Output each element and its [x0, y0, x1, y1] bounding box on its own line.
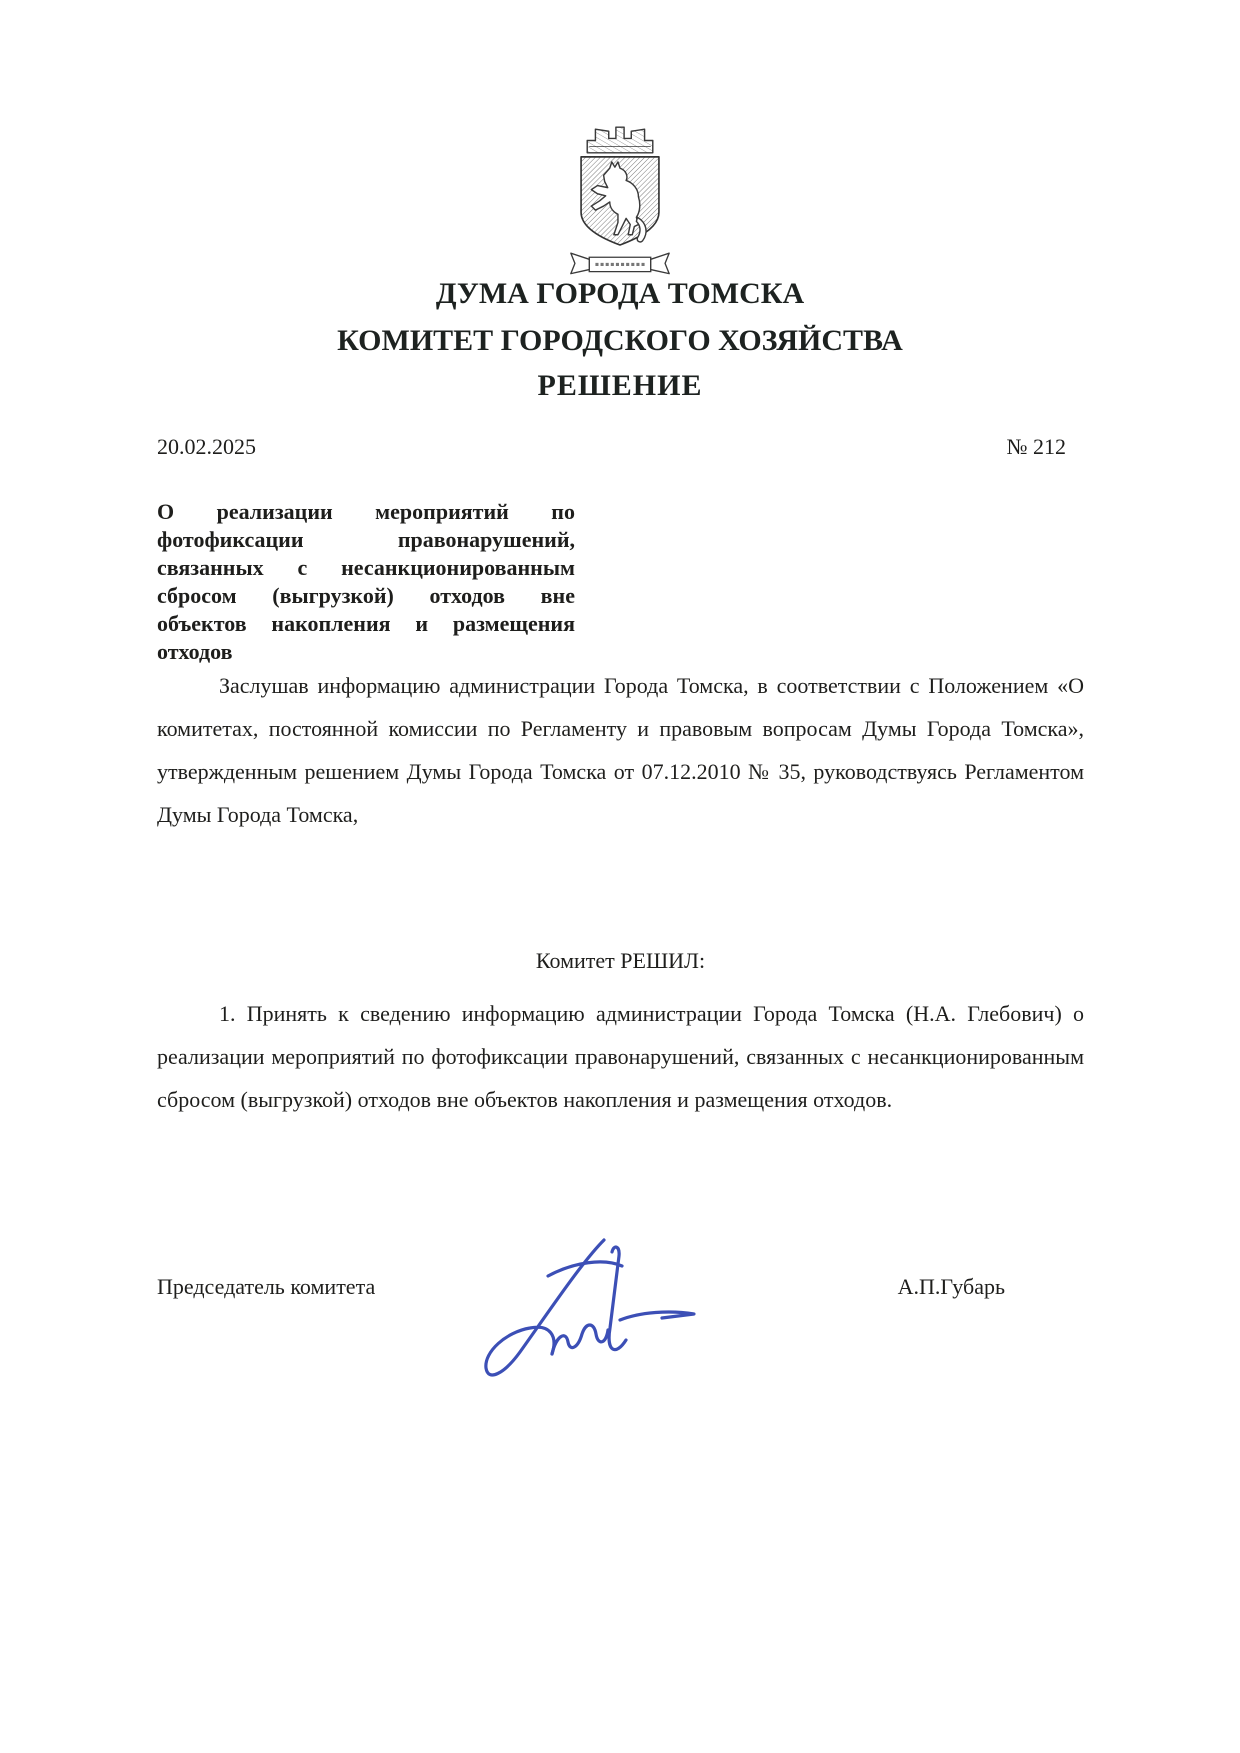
preamble-paragraph: Заслушав информацию администрации Города Томска, в соответствии с Положением «О комитетах, постоянной комиссии по Регламенту и правовым вопросам Думы Города Томска», утвержденным решением Думы Города Томска от 07.12.2010 № 35, руководствуясь Регламентом Думы Города Томска, — [157, 673, 1084, 827]
committee-name: КОМИТЕТ ГОРОДСКОГО ХОЗЯЙСТВА — [337, 324, 903, 357]
organization-name: ДУМА ГОРОДА ТОМСКА — [435, 277, 805, 310]
resolution-heading: Комитет РЕШИЛ: — [535, 948, 706, 973]
document-type-title: РЕШЕНИЕ — [537, 369, 703, 402]
signer-name: А.П.Губарь — [897, 1274, 1005, 1299]
resolution-item-1: 1. Принять к сведению информацию администрации Города Томска (Н.А. Глебович) о реализации мероприятий по фотофиксации правонарушений, связанных с несанкционированным сбросом (выгрузкой) отходов вне объектов накопления и размещения отходов. — [157, 1001, 1084, 1112]
ribbon — [571, 253, 669, 273]
signature-autograph — [452, 1222, 742, 1407]
date-number-row — [157, 434, 1066, 460]
signer-position-label: Председатель комитета — [157, 1274, 376, 1299]
document-number: № 212 — [1006, 434, 1066, 459]
signature-row — [157, 1274, 1005, 1300]
tomsk-coat-of-arms-icon — [558, 120, 682, 288]
document-date: 20.02.2025 — [157, 434, 256, 459]
document-subject: О реализации мероприятий по фотофиксации правонарушений, связанных с несанкционированным сбросом (выгрузкой) отходов вне объектов накопления и размещения отходов — [157, 499, 575, 664]
crown — [587, 127, 653, 153]
